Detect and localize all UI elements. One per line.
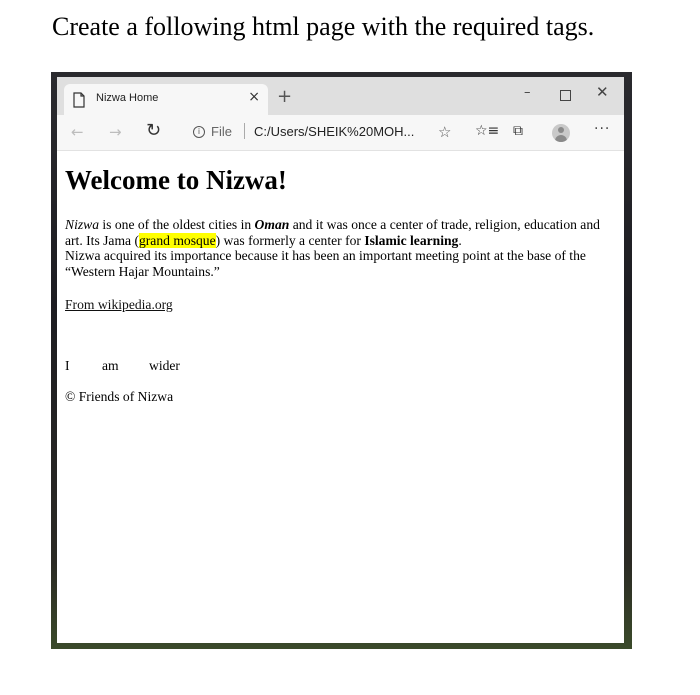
forward-icon[interactable]: → [109, 123, 122, 141]
oman-bold-italic: Oman [254, 217, 290, 232]
wide-word: am [102, 358, 119, 373]
refresh-icon[interactable]: ↻ [146, 120, 162, 141]
highlighted-text: grand mosque [138, 232, 216, 248]
page-content [57, 151, 624, 643]
avatar-body [555, 135, 567, 142]
favorites-list-icon[interactable]: ☆≡ [475, 123, 500, 139]
instruction-text: Create a following html page with the required tags. [52, 12, 595, 41]
minimize-icon[interactable]: – [524, 85, 531, 100]
para-text-2: and it was once a center of trade, religion, education and art. Its Jama ( [65, 217, 600, 248]
nizwa-italic: Nizwa [65, 217, 99, 232]
intro-paragraph [65, 217, 613, 279]
scheme-label: File [211, 124, 232, 139]
page-heading: Welcome to Nizwa! [65, 165, 287, 195]
islamic-learning-bold: Islamic learning [364, 232, 459, 248]
tab-close-icon[interactable]: × [248, 89, 260, 105]
wikipedia-link[interactable]: From wikipedia.org [65, 297, 173, 312]
collections-icon[interactable]: ⧉ [513, 123, 523, 139]
para-text-4: . [458, 232, 462, 248]
browser-toolbar [57, 115, 624, 151]
footer-text: © Friends of Nizwa [65, 389, 174, 404]
para-text-1: is one of the oldest cities in [99, 217, 255, 232]
tab-strip [57, 77, 624, 115]
maximize-icon[interactable] [560, 90, 571, 101]
info-icon[interactable]: i [193, 126, 205, 138]
favorite-star-icon[interactable]: ☆ [438, 123, 452, 141]
wide-word: wider [149, 358, 180, 373]
browser-window [57, 77, 624, 643]
tab-title: Nizwa Home [96, 92, 159, 104]
address-bar[interactable] [182, 119, 462, 145]
new-tab-icon[interactable]: + [277, 86, 293, 107]
para-text-3: ) was formerly a center for [215, 232, 365, 248]
address-separator [244, 123, 245, 139]
page-icon [72, 92, 86, 108]
screenshot-frame [51, 72, 632, 649]
back-icon[interactable]: ← [71, 123, 84, 141]
tab-nizwa-home[interactable] [64, 84, 268, 115]
avatar-head [558, 127, 564, 133]
url-text[interactable]: C:/Users/SHEIK%20MOH... [254, 124, 415, 139]
para-line-2: Nizwa acquired its importance because it has been an important meeting point at the base of the “Western Hajar Mountains.” [65, 248, 586, 279]
profile-avatar[interactable] [552, 124, 570, 142]
wide-word: I [65, 358, 70, 373]
window-close-icon[interactable]: ✕ [596, 83, 609, 101]
more-icon[interactable]: ··· [594, 121, 611, 137]
